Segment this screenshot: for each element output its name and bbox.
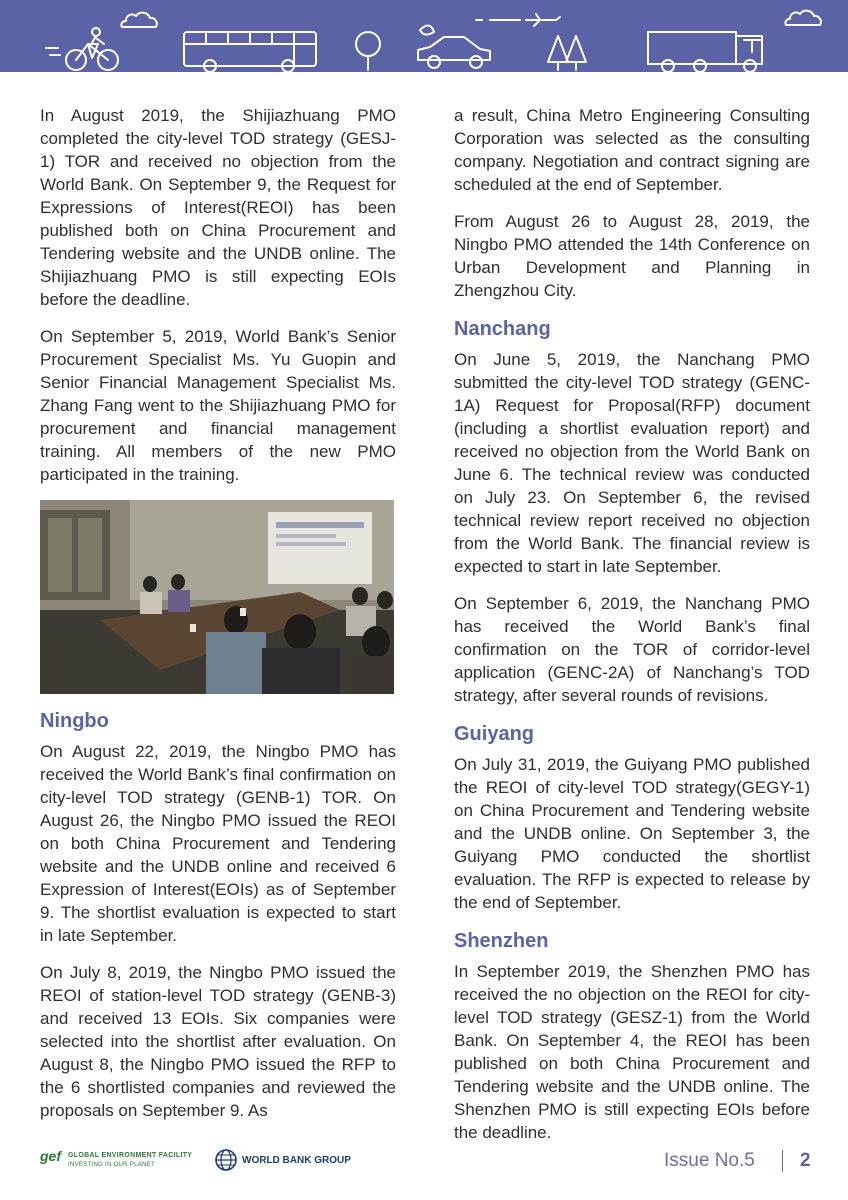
gef-mark: gef (40, 1148, 61, 1164)
bus-icon (184, 32, 316, 72)
page-number: 2 (800, 1150, 811, 1171)
page-footer (0, 1140, 848, 1190)
issue-label: Issue No.5 (664, 1150, 755, 1171)
paragraph-ningbo-station-level: On July 8, 2019, the Ningbo PMO issued the REOI of station-level TOD strategy (GENB-3) and received 13 EOIs. Six companies were selected into the shortlist after evaluation. On August 8, the Ningbo PMO issued the RFP to the 6 shortlisted companies and reviewed the proposals on September 9. As (40, 963, 396, 1120)
photo-meeting-room (40, 500, 394, 694)
footer-divider (782, 1150, 783, 1172)
paragraph-guiyang-reoi: On July 31, 2019, the Guiyang PMO published the REOI of city-level TOD strategy(GEGY-1) on China Procurement and Tendering website and the UNDB online. On September 3, the Guiyang PMO conducted the shortlist evaluation. The RFP is expected to release by the end of September. (454, 755, 810, 912)
paragraph-shijiazhuang-training: On September 5, 2019, World Bank’s Senior Procurement Specialist Ms. Yu Guopin and Senior Financial Management Specialist Ms. Zhang Fang went to the Shijiazhuang PMO for procurement and financial management training. All members of the new PMO participated in the training. (40, 327, 396, 484)
cloud-icon (785, 11, 820, 25)
transport-illustration (0, 0, 848, 72)
left-column (40, 104, 396, 1136)
heading-nanchang: Nanchang (454, 318, 551, 340)
wbg-name: WORLD BANK GROUP (242, 1155, 351, 1166)
paragraph-shijiazhuang-reoi: In August 2019, the Shijiazhuang PMO completed the city-level TOD strategy (GESJ-1) TOR and received no objection from the World Bank. On September 9, the Request for Expressions of Interest(REOI) has been published both on China Procurement and Tendering website and the UNDB online. The Shijiazhuang PMO is still expecting EOIs before the deadline. (40, 106, 396, 309)
cyclist-icon (46, 28, 118, 70)
paragraph-nanchang-rfp: On June 5, 2019, the Nanchang PMO submitted the city-level TOD strategy (GENC-1A) Request for Proposal(RFP) document (including a shortlist evaluation report) and received no objection from the World Bank on June 6. The technical review was conducted on July 23. On September 6, the revised technical review report received no objection from the World Bank. The financial review is expected to start in late September. (454, 350, 810, 576)
gef-logo (40, 1146, 193, 1182)
paragraph-ningbo-city-level: On August 22, 2019, the Ningbo PMO has received the World Bank’s final confirmation on city-level TOD strategy (GENB-1) TOR. On August 26, the Ningbo PMO issued the REOI on both China Procurement and Tendering website and the UNDB online and received 6 Expression of Interest(EOIs) as of September 9. The shortlist evaluation is expected to start in late September. (40, 742, 396, 945)
car-icon (418, 25, 490, 68)
paragraph-nanchang-tor: On September 6, 2019, the Nanchang PMO has received the World Bank’s final confirmation on the TOR of corridor-level application (GENC-2A) of Nanchang’s TOD strategy, after several rounds of revisions. (454, 594, 810, 705)
pine-trees-icon (548, 36, 586, 70)
heading-shenzhen: Shenzhen (454, 930, 549, 952)
heading-guiyang: Guiyang (454, 723, 535, 745)
heading-ningbo: Ningbo (40, 710, 109, 732)
header-banner (0, 0, 848, 72)
airplane-icon (476, 14, 560, 26)
paragraph-ningbo-conference: From August 26 to August 28, 2019, the Ningbo PMO attended the 14th Conference on Urban Development and Planning in Zhengzhou City. (454, 212, 810, 300)
cloud-icon (121, 13, 156, 27)
right-column (454, 104, 810, 1158)
truck-icon (648, 32, 762, 72)
gef-name: GLOBAL ENVIRONMENT FACILITY (68, 1152, 193, 1159)
gef-tagline: INVESTING IN OUR PLANET (68, 1162, 155, 1168)
paragraph-shenzhen-reoi: In September 2019, the Shenzhen PMO has received the no objection on the REOI for city-level TOD strategy (GESZ-1) from the World Bank. On September 4, the REOI has been published on both China Procurement and Tendering website and the UNDB online. The Shenzhen PMO is still expecting EOIs before the deadline. (454, 962, 810, 1142)
tree-icon (356, 32, 380, 70)
globe-icon (214, 1148, 238, 1172)
paragraph-ningbo-result: a result, China Metro Engineering Consulting Corporation was selected as the consulting company. Negotiation and contract signing are scheduled at the end of September. (454, 106, 810, 194)
